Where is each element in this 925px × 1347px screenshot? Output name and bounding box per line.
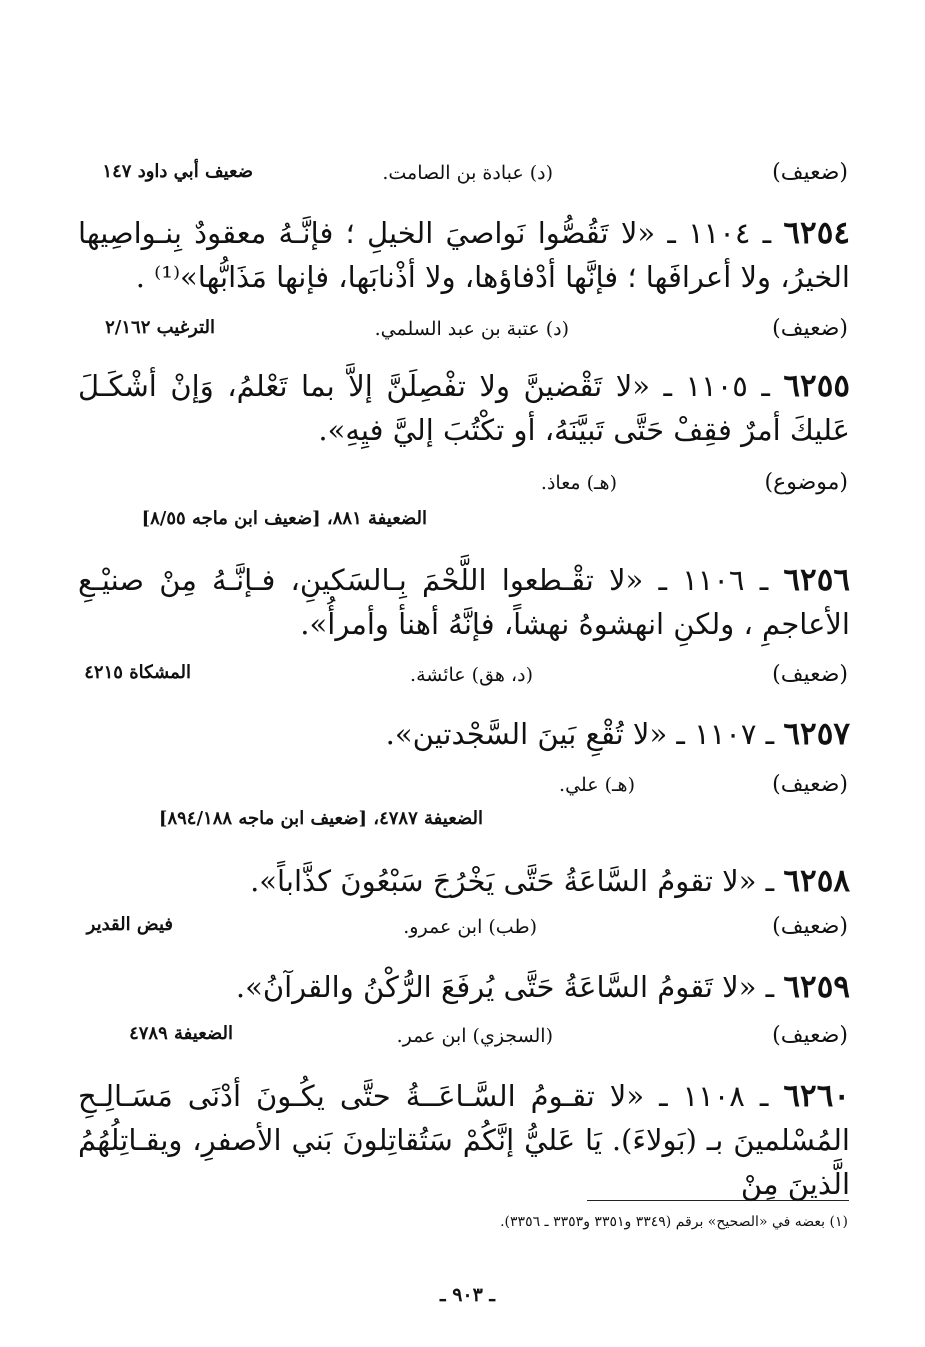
- reference-label: الضعيفة ٤٧٨٧، [ضعيف ابن ماجه ٨٩٤/١٨٨]: [158, 808, 483, 829]
- hadith-6255: [78, 364, 850, 452]
- hadith-number: ٦٢٥٤: [783, 215, 850, 251]
- grade-label: (ضعيف): [772, 914, 848, 939]
- hadith-text: ـ ١١٠٨ ـ «لا تقـومُ السَّـاعَــةُ حتَّى يكُـونَ أدْنَى مَسَـالِـحِ المُسْلمينَ بـ (بَولاءَ). يَا عَليُّ إنَّكُمْ سَتُقاتِلونَ بَني الأصفرِ، ويقـاتِلُهُمُ الَّذينَ مِنْ: [78, 1079, 850, 1201]
- grade-label: (ضعيف): [772, 316, 848, 341]
- source-label: (هـ) معاذ.: [540, 472, 617, 494]
- hadith-6254: [78, 211, 850, 299]
- hadith-text: ـ ١١٠٧ ـ «لا تُقْعِ بَينَ السَّجْدتين».: [385, 717, 784, 751]
- reference-label: فيض القدير: [86, 914, 173, 935]
- source-label: (د) عتبة بن عبد السلمي.: [374, 318, 569, 340]
- grade-label: (ضعيف): [772, 662, 848, 687]
- hadith-6257: [386, 712, 850, 756]
- source-label: (د) عبادة بن الصامت.: [382, 162, 553, 184]
- hadith-6258: [250, 859, 850, 903]
- reference-label: المشكاة ٤٢١٥: [84, 662, 191, 683]
- reference-label: الضعيفة ٨٨١، [ضعيف ابن ماجه ٨/٥٥]: [141, 508, 427, 529]
- hadith-6259: [236, 965, 850, 1009]
- footnote-divider: [587, 1200, 849, 1201]
- hadith-6256: [78, 558, 850, 646]
- page-number: ـ ٩٠٣ ـ: [440, 1284, 495, 1306]
- hadith-text: ـ «لا تقومُ السَّاعَةُ حَتَّى يَخْرُجَ سَبْعُونَ كذَّاباً».: [250, 864, 784, 898]
- hadith-6260: [78, 1074, 850, 1206]
- hadith-number: ٦٢٥٩: [783, 969, 850, 1005]
- hadith-number: ٦٢٥٥: [783, 368, 850, 404]
- hadith-number: ٦٢٦٠: [783, 1078, 850, 1114]
- grade-label: (موضوع): [764, 470, 848, 495]
- reference-label: الترغيب ٢/١٦٢: [105, 317, 215, 338]
- source-label: (طب) ابن عمرو.: [403, 916, 537, 938]
- grade-label: (ضعيف): [772, 1023, 848, 1048]
- source-label: (السجزي) ابن عمر.: [396, 1025, 553, 1047]
- reference-label: ضعيف أبي داود ١٤٧: [102, 161, 253, 182]
- reference-label: الضعيفة ٤٧٨٩: [129, 1023, 233, 1044]
- hadith-text: ـ ١١٠٦ ـ «لا تقْـطعوا اللَّحْمَ بِـالسَكينِ، فـإنَّـهُ مِنْ صنيْـعِ الأعاجمِ ، ولكنِ انهشوهُ نهشاً، فإنَّهُ أهنأ وأمرأُ».: [78, 563, 850, 641]
- hadith-text: ـ «لا تَقومُ السَّاعَةُ حَتَّى يُرفَعَ الرُّكْنُ والقرآنُ».: [235, 970, 784, 1004]
- hadith-text: ـ ١١٠٤ ـ «لا تَقُصُّوا نَواصيَ الخيلِ ؛ فإنَّـهُ معقودٌ بِنـواصِيها الخيرُ، ولا أعرافَها ؛ فإنَّها أدْفاؤها، ولا أذْنابَها، فإنها مَذَابُّها»⁽¹⁾ .: [78, 216, 850, 294]
- footnote: (١) بعضه في «الصحيح» برقم (٣٣٤٩ و٣٣٥١ و٣٣٥٣ ـ ٣٣٥٦).: [500, 1214, 848, 1230]
- source-label: (د، هق) عائشة.: [410, 664, 533, 686]
- hadith-number: ٦٢٥٦: [783, 562, 850, 598]
- grade-label: (ضعيف): [772, 160, 848, 185]
- hadith-number: ٦٢٥٧: [783, 716, 850, 752]
- hadith-number: ٦٢٥٨: [783, 863, 850, 899]
- hadith-text: ـ ١١٠٥ ـ «لا تَقْضينَّ ولا تفْصِلَنَّ إلاَّ بما تَعْلمُ، وَإنْ أشْكَـلَ عَليكَ أمرٌ فقِفْ حَتَّى تَبيَّنَهُ، أو تكْتُبَ إليَّ فيِهِ».: [78, 369, 850, 447]
- source-label: (هـ) علي.: [559, 774, 635, 796]
- grade-label: (ضعيف): [772, 772, 848, 797]
